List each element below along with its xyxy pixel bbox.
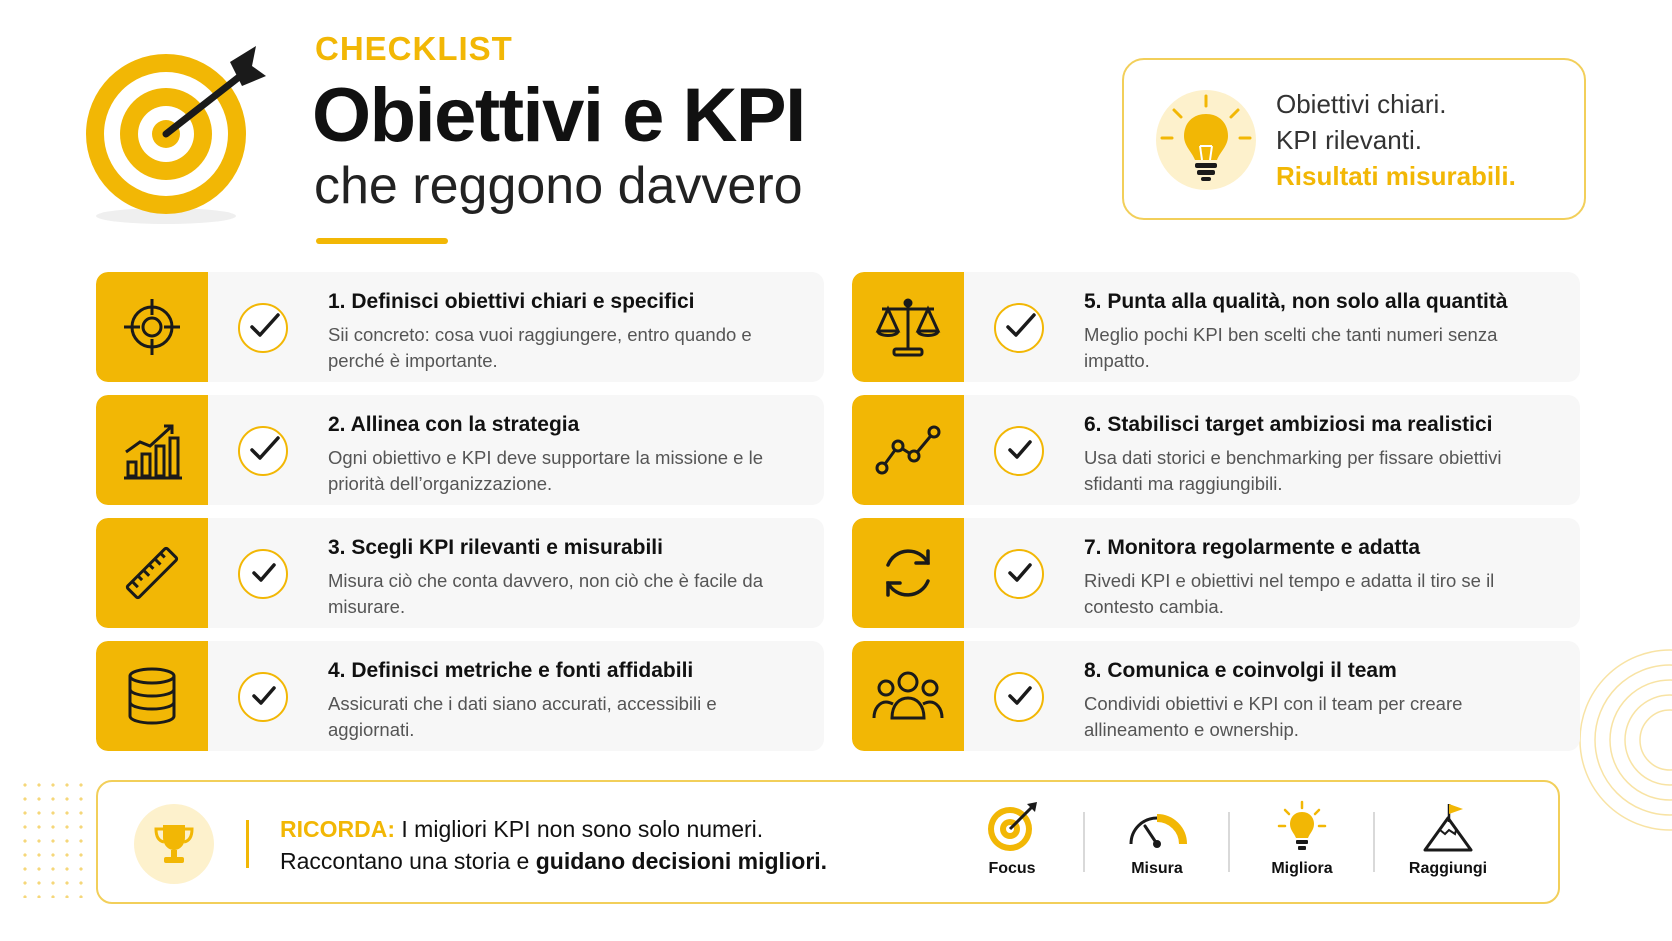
tagline-line-2: KPI rilevanti.: [1276, 125, 1422, 155]
item-description: Meglio pochi KPI ben scelti che tanti numeri senza impatto.: [1084, 324, 1498, 371]
item-description: Assicurati che i dati siano accurati, accessibili e aggiornati.: [328, 693, 717, 740]
gauge-icon: [1125, 800, 1189, 854]
item-title: 3. Scegli KPI rilevanti e misurabili: [328, 536, 663, 559]
item-description: Misura ciò che conta davvero, non ciò che è facile da misurare.: [328, 570, 763, 617]
tagline-line-1: Obiettivi chiari.: [1276, 89, 1447, 119]
pill-label: Misura: [1131, 860, 1183, 877]
reminder-text-2-bold: guidano decisioni migliori.: [535, 848, 828, 874]
pill-separator: [1373, 812, 1375, 872]
checklist-item-6: [852, 395, 1580, 505]
pill-label: Raggiungi: [1408, 860, 1488, 877]
pill-focus: [952, 800, 1072, 890]
scales-icon: [852, 272, 964, 382]
checklist-item-1: [96, 272, 824, 382]
target-arrow-icon: [985, 800, 1039, 854]
crosshair-icon: [96, 272, 208, 382]
checkmark-icon: [994, 303, 1044, 353]
decorative-rings: [1570, 640, 1672, 840]
mountain-flag-icon: [1421, 800, 1475, 854]
checklist-item-5: [852, 272, 1580, 382]
page-title: Obiettivi e KPI: [312, 73, 805, 158]
reminder-text-1: I migliori KPI non sono solo numeri.: [401, 816, 764, 842]
team-icon: [852, 641, 964, 751]
pill-migliora: [1242, 800, 1362, 890]
reminder-label: RICORDA:: [280, 816, 395, 842]
item-title: 5. Punta alla qualità, non solo alla quantità: [1084, 290, 1508, 313]
reminder-line-1: [280, 816, 763, 843]
item-description: Rivedi KPI e obiettivi nel tempo e adatta il tiro se il contesto cambia.: [1084, 570, 1495, 617]
tagline-box: [1122, 58, 1586, 220]
pill-separator: [1083, 812, 1085, 872]
pill-separator: [1228, 812, 1230, 872]
checklist-item-4: [96, 641, 824, 751]
reminder-text-2: Raccontano una storia e: [280, 848, 536, 874]
banner-divider: [246, 820, 249, 868]
line-trend-icon: [852, 395, 964, 505]
item-description: Ogni obiettivo e KPI deve supportare la missione e le priorità dell’organizzazione.: [328, 447, 763, 494]
checkmark-icon: [238, 426, 288, 476]
reminder-banner: [96, 780, 1560, 904]
trophy-icon: [134, 804, 214, 884]
pill-label: Focus: [988, 860, 1036, 877]
checkmark-icon: [994, 426, 1044, 476]
item-title: 2. Allinea con la strategia: [328, 413, 580, 436]
pill-raggiungi: [1388, 800, 1508, 890]
item-title: 4. Definisci metriche e fonti affidabili: [328, 659, 694, 682]
pill-misura: [1097, 800, 1217, 890]
checklist-item-2: [96, 395, 824, 505]
decorative-dots: [18, 778, 88, 898]
title-underline: [316, 238, 448, 244]
checkmark-icon: [238, 549, 288, 599]
checklist-item-3: [96, 518, 824, 628]
checkmark-icon: [238, 303, 288, 353]
item-title: 7. Monitora regolarmente e adatta: [1084, 536, 1421, 559]
item-title: 6. Stabilisci target ambiziosi ma realistici: [1084, 413, 1493, 436]
eyebrow-label: CHECKLIST: [315, 30, 513, 67]
tagline-text: [1276, 86, 1516, 194]
ruler-icon: [96, 518, 208, 628]
checkmark-icon: [994, 549, 1044, 599]
checklist-item-8: [852, 641, 1580, 751]
checkmark-icon: [994, 672, 1044, 722]
page-subtitle: che reggono davvero: [314, 157, 803, 215]
checklist-item-7: [852, 518, 1580, 628]
reminder-line-2: [280, 848, 827, 875]
refresh-icon: [852, 518, 964, 628]
item-title: 1. Definisci obiettivi chiari e specifici: [328, 290, 695, 313]
item-description: Condividi obiettivi e KPI con il team per creare allineamento e ownership.: [1084, 693, 1463, 740]
item-title: 8. Comunica e coinvolgi il team: [1084, 659, 1397, 682]
checkmark-icon: [238, 672, 288, 722]
pill-label: Migliora: [1271, 860, 1333, 877]
target-dart-icon: [80, 40, 270, 230]
item-description: Sii concreto: cosa vuoi raggiungere, entro quando e perché è importante.: [328, 324, 752, 371]
lightbulb-icon: [1275, 800, 1329, 854]
database-icon: [96, 641, 208, 751]
item-description: Usa dati storici e benchmarking per fissare obiettivi sfidanti ma raggiungibili.: [1084, 447, 1502, 494]
lightbulb-icon: [1152, 86, 1260, 194]
growth-chart-icon: [96, 395, 208, 505]
tagline-line-3: Risultati misurabili.: [1276, 161, 1516, 191]
